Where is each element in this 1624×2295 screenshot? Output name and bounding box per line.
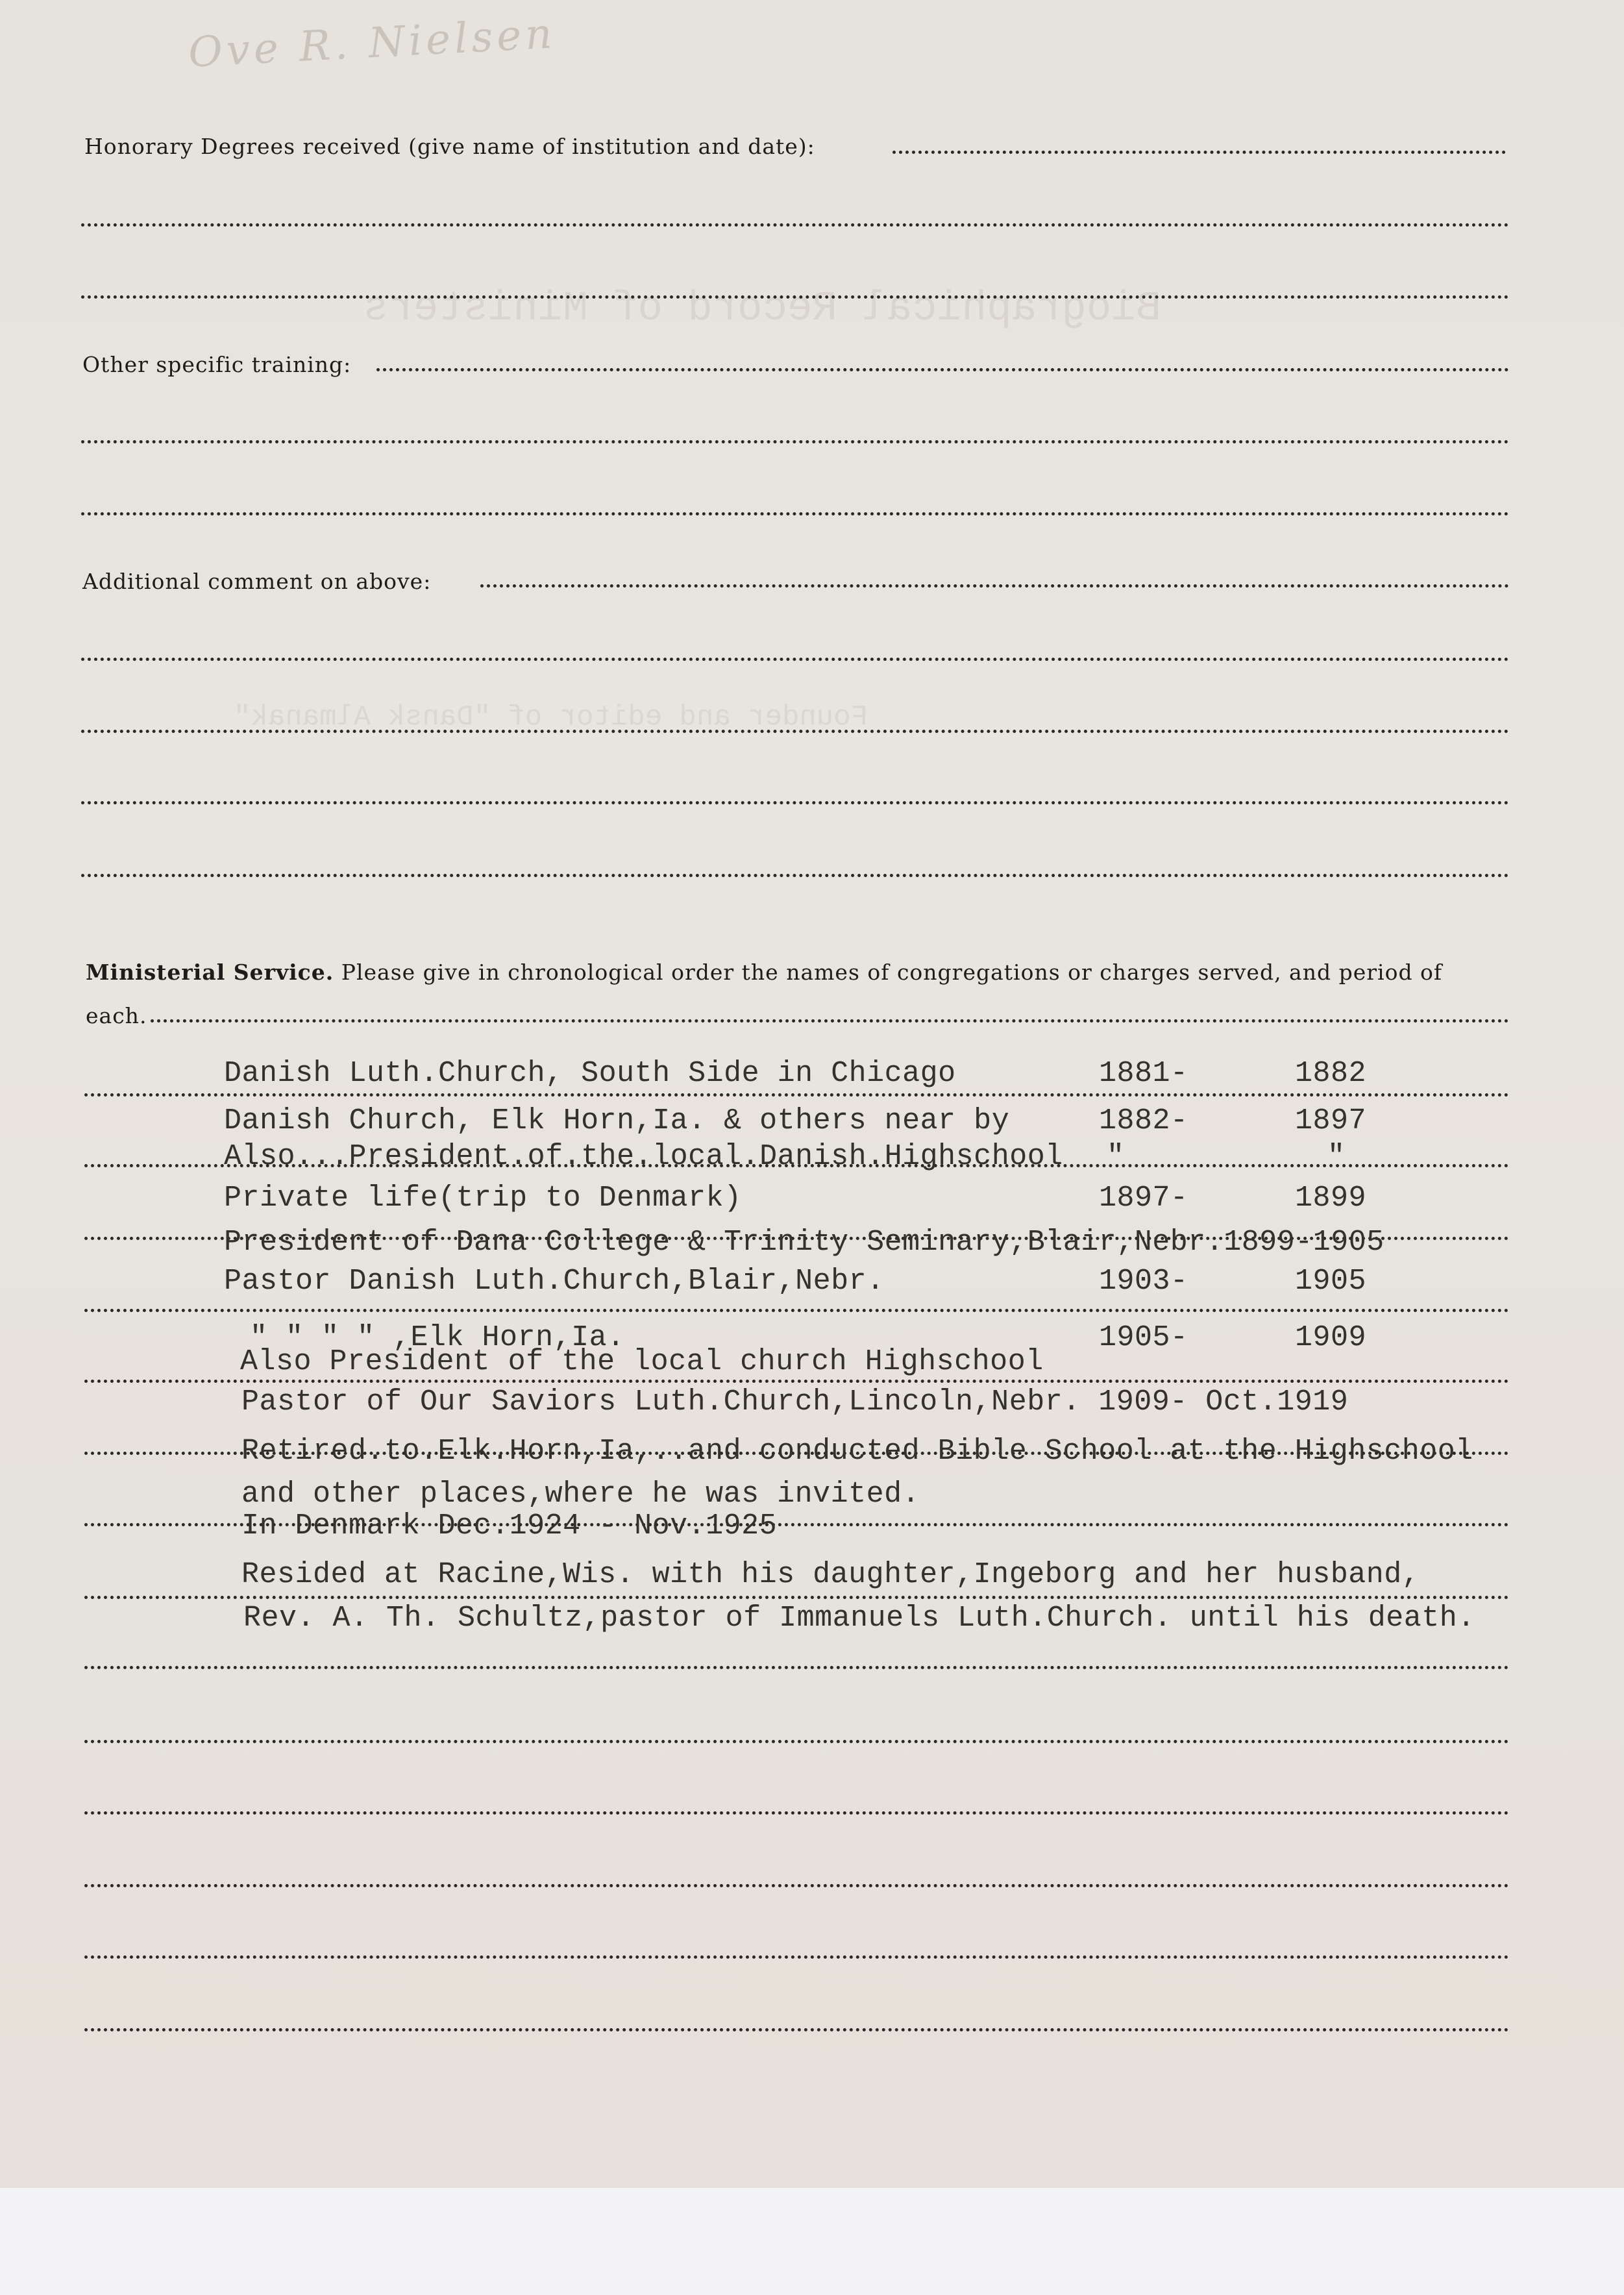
entry-to: 1899 (1295, 1182, 1367, 1215)
entry-text: Rev. A. Th. Schultz,pastor of Immanuels Luth.Church. until his death. (243, 1602, 1475, 1635)
ministerial-service-instructions-cont: each. (86, 1003, 147, 1028)
entry-text: Pastor Danish Luth.Church,Blair,Nebr. (224, 1265, 885, 1298)
bleed-through: Biographical Record of Ministers (363, 286, 1161, 332)
handwritten-note: Ove R. Nielsen (187, 10, 558, 77)
entry-text: Resided at Racine,Wis. with his daughter,Ingeborg and her husband, (241, 1558, 1420, 1591)
service-entry (240, 1345, 1044, 1378)
service-entry (241, 1435, 1473, 1468)
fill-line (480, 584, 1509, 588)
bleed-through: Founder and editor of "Dansk Almanak" (234, 701, 868, 734)
service-entry (224, 1057, 1367, 1090)
fill-line (81, 801, 1509, 804)
honorary-degrees-label: Honorary Degrees received (give name of institution and date): (84, 134, 815, 159)
additional-comment-label: Additional comment on above: (82, 569, 432, 594)
service-entry (241, 1558, 1420, 1591)
ministerial-service-label (86, 960, 1442, 985)
service-entry (224, 1140, 1346, 1173)
entry-text: In Denmark Dec.1924 - Nov.1925 (241, 1509, 778, 1543)
ministerial-service-instructions: Please give in chronological order the names of congregations or charges served, and period of (341, 960, 1443, 985)
service-entry (224, 1104, 1367, 1137)
fill-line (81, 730, 1509, 733)
entry-from: 1882- (1099, 1104, 1188, 1137)
fill-line (81, 512, 1509, 515)
service-entry (224, 1182, 1367, 1215)
entry-to: 1909 (1295, 1321, 1367, 1354)
entry-text: President of Dana College & Trinity Seminary,Blair,Nebr.1899-1905 (224, 1226, 1384, 1259)
fill-line (81, 295, 1509, 299)
entry-text: Pastor of Our Saviors Luth.Church,Lincoln,Nebr. 1909- Oct.1919 (241, 1385, 1349, 1419)
other-training-label: Other specific training: (82, 352, 352, 377)
entry-to: 1905 (1295, 1265, 1367, 1298)
entry-to: 1882 (1295, 1057, 1367, 1090)
entry-from: 1903- (1099, 1265, 1188, 1298)
fill-line (84, 1955, 1509, 1959)
fill-line (84, 1884, 1509, 1887)
fill-line (84, 1309, 1509, 1312)
fill-line (151, 1019, 1509, 1023)
entry-text: Danish Luth.Church, South Side in Chicago (224, 1057, 956, 1090)
entry-from: 1905- (1099, 1321, 1188, 1354)
service-entry (241, 1385, 1348, 1419)
fill-line (84, 1093, 1509, 1097)
entry-from: 1881- (1099, 1057, 1188, 1090)
fill-line (84, 1740, 1509, 1743)
entry-to: " (1327, 1140, 1346, 1173)
fill-line (81, 223, 1509, 227)
fill-line (84, 1380, 1509, 1383)
fill-line (81, 440, 1509, 443)
fill-line (84, 1596, 1509, 1599)
entry-to: 1897 (1295, 1104, 1367, 1137)
service-entry (224, 1226, 1384, 1259)
service-entry (241, 1509, 777, 1543)
entry-from: 1897- (1099, 1182, 1188, 1215)
scan-margin (0, 2188, 1624, 2295)
fill-line (81, 658, 1509, 661)
fill-line (376, 368, 1509, 371)
entry-text: Danish Church, Elk Horn,Ia. & others near by (224, 1104, 1010, 1137)
entry-from: " (1107, 1140, 1125, 1173)
entry-text: " " " " ,Elk Horn,Ia. (250, 1321, 625, 1354)
entry-text: Retired.to.Elk.Horn,Ia,..and conducted Bible School at the Highschool (241, 1435, 1473, 1468)
fill-line (81, 874, 1509, 877)
fill-line (84, 2028, 1509, 2031)
entry-text: and other places,where he was invited. (241, 1478, 920, 1511)
service-entry (241, 1478, 920, 1511)
entry-text: Also President of the local church Highschool (240, 1345, 1044, 1378)
service-entry (243, 1602, 1475, 1635)
entry-text: Private life(trip to Denmark) (224, 1182, 742, 1215)
fill-line (84, 1811, 1509, 1815)
fill-line (892, 151, 1506, 154)
service-entry (224, 1265, 1367, 1298)
fill-line (84, 1666, 1509, 1669)
ministerial-service-heading: Ministerial Service. (86, 960, 334, 985)
entry-text: Also...President.of.the.local.Danish.Highschool (224, 1140, 1063, 1173)
